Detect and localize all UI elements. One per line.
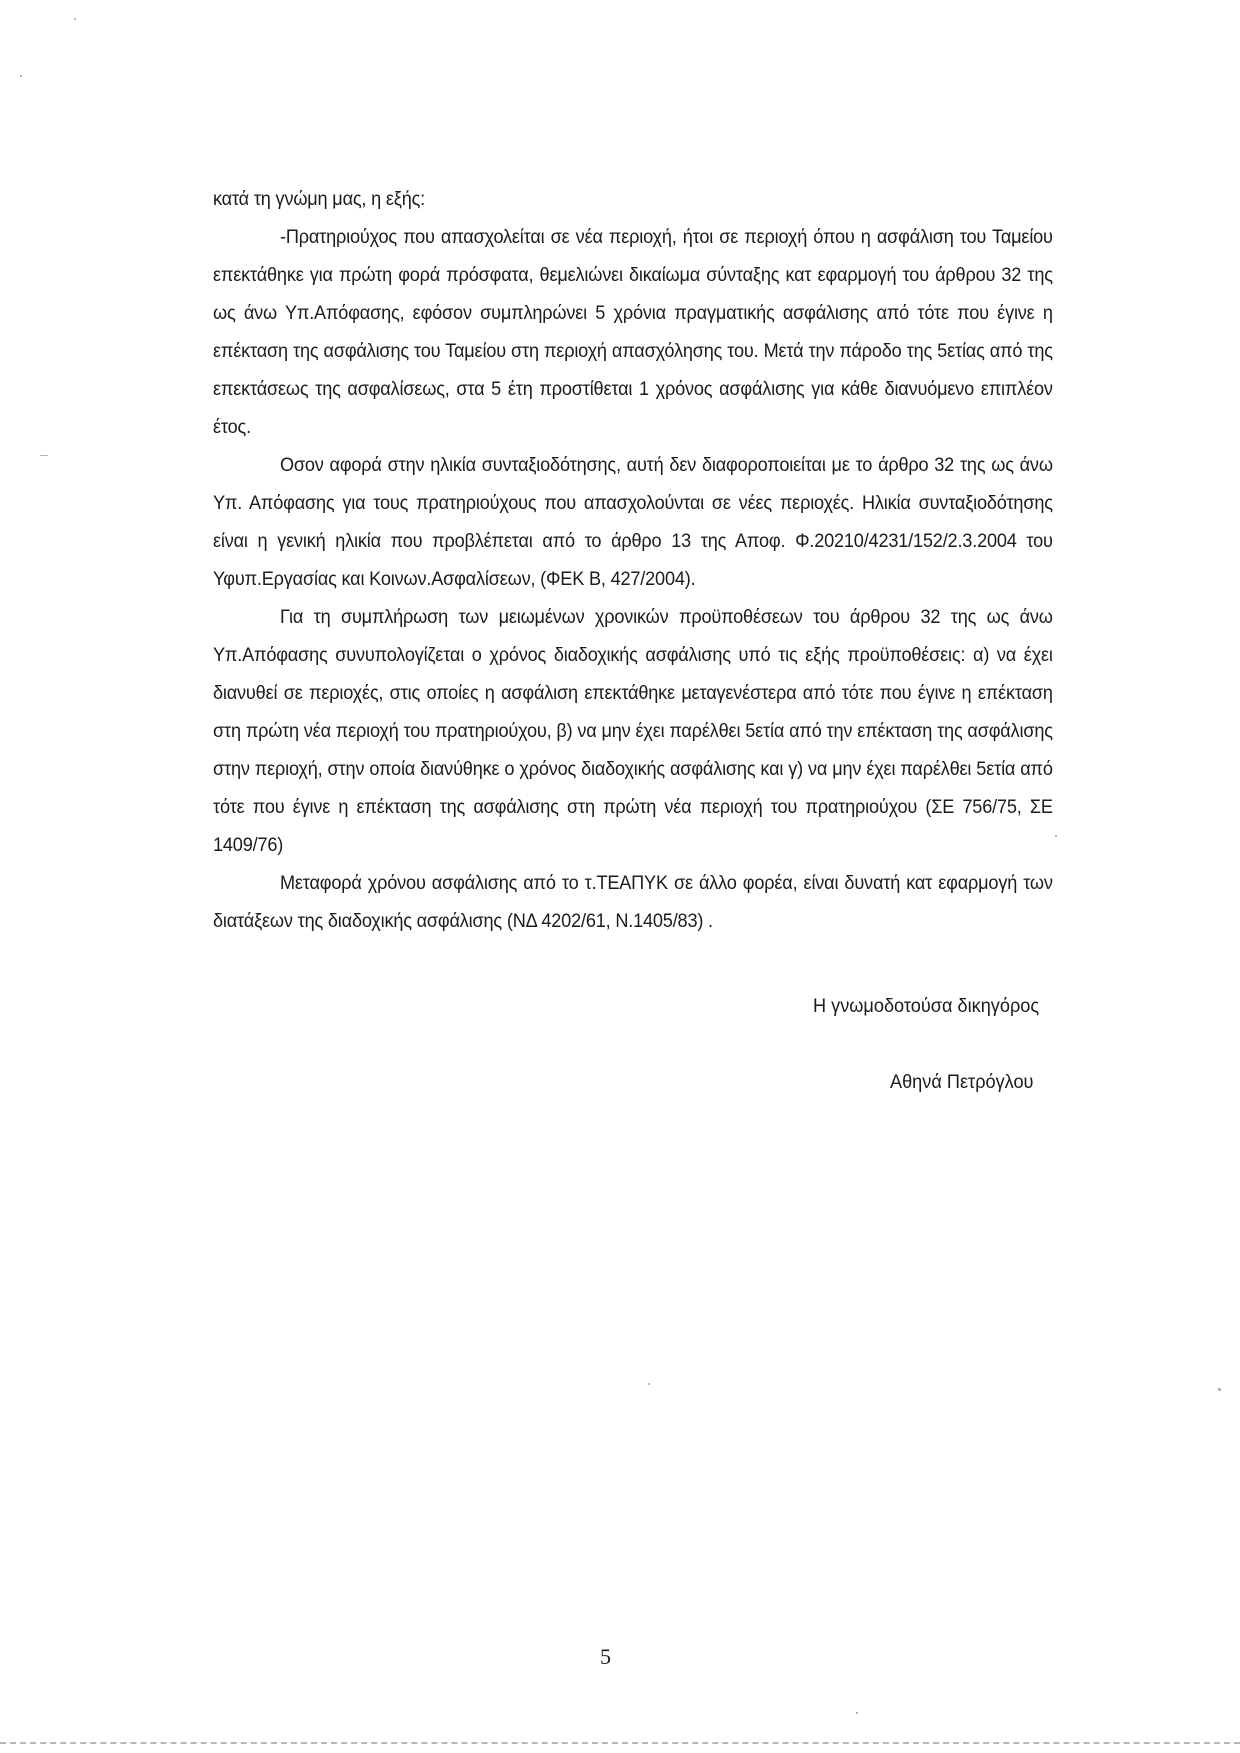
scan-speck [20,75,22,77]
paragraph-station-owner: -Πρατηριούχος που απασχολείται σε νέα περιοχή, ήτοι σε περιοχή όπου η ασφάλιση του Ταμείου επεκτάθηκε για πρώτη φορά πρόσφατα, θεμελιώνει δικαίωμα σύνταξης κατ εφαρμογή του άρθρου 32 της ως άνω Υπ.Απόφασης, εφόσον συμπληρώνει 5 χρόνια πραγματικής ασφάλισης από τότε που έγινε η επέκταση της ασφάλισης του Ταμείου στη περιοχή απασχόλησης του. Μετά την πάροδο της 5ετίας από της επεκτάσεως της ασφαλίσεως, στα 5 έτη προστίθεται 1 χρόνος ασφάλισης για κάθε διανυόμενο επιπλέον έτος. [213,226,1053,438]
signature-name: Αθηνά Πετρόγλου [890,1071,1034,1093]
signature-title: Η γνωμοδοτούσα δικηγόρος [813,995,1040,1017]
scan-speck [74,18,76,20]
paragraph-successive-insurance: Για τη συμπλήρωση των μειωμένων χρονικών προϋποθέσεων του άρθρου 32 της ως άνω Υπ.Απόφασης συνυπολογίζεται ο χρόνος διαδοχικής ασφάλισης υπό τις εξής προϋποθέσεις: α) να έχει διανυθεί σε περιοχές, στις οποίες η ασφάλιση επεκτάθηκε μεταγενέστερα από τότε που έγινε η επέκταση στη πρώτη νέα περιοχή του πρατηριούχου, β) να μην έχει παρέλθει 5ετία από την επέκταση της ασφάλισης στην περιοχή, στην οποία διανύθηκε ο χρόνος διαδοχικής ασφάλισης και γ) να μην έχει παρέλθει 5ετία από τότε που έγινε η επέκταση της ασφάλισης στη πρώτη νέα περιοχή του πρατηριούχου (ΣΕ 756/75, ΣΕ 1409/76) [213,606,1053,856]
paragraph-retirement-age: Οσον αφορά στην ηλικία συνταξιοδότησης, αυτή δεν διαφοροποιείται με το άρθρο 32 της ως άνω Υπ. Απόφασης για τους πρατηριούχους που απασχολούνται σε νέες περιοχές. Ηλικία συνταξιοδότησης είναι η γενική ηλικία που προβλέπεται από το άρθρο 13 της Αποφ. Φ.20210/4231/152/2.3.2004 του Υφυπ.Εργασίας και Κοινων.Ασφαλίσεων, (ΦΕΚ Β, 427/2004). [213,454,1053,590]
body-text [213,180,1053,940]
scan-speck [1055,835,1057,837]
scan-edge-line [0,1742,1240,1744]
page-number: 5 [600,1644,611,1669]
scan-speck [856,1712,858,1714]
paragraph-transfer-time: Μεταφορά χρόνου ασφάλισης από το τ.ΤΕΑΠΥΚ σε άλλο φορέα, είναι δυνατή κατ εφαρμογή των διατάξεων της διαδοχικής ασφάλισης (ΝΔ 4202/61, Ν.1405/83) . [213,872,1053,932]
scan-speck [1218,1388,1221,1391]
scan-speck [40,455,48,456]
intro-line: κατά τη γνώμη μας, η εξής: [213,188,426,210]
scan-speck [648,1383,650,1385]
